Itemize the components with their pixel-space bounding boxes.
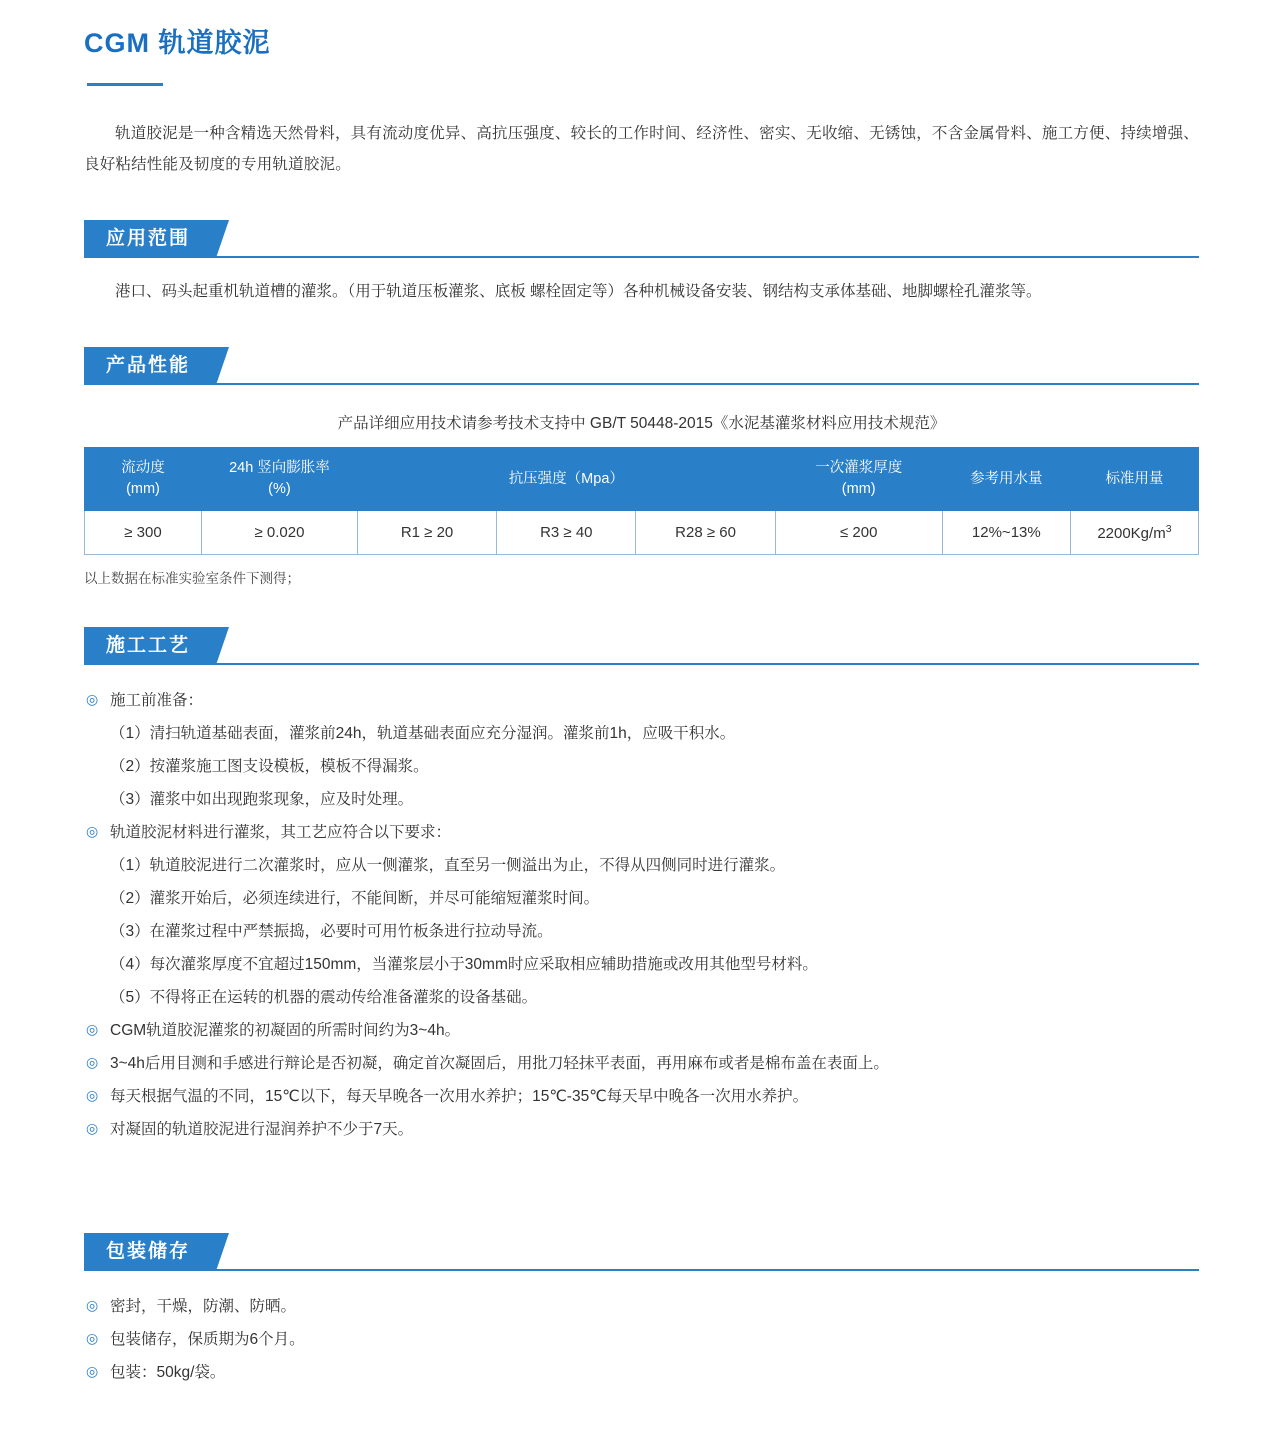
list-item-text: 施工前准备： [110, 692, 204, 710]
list-item-text: （5）不得将正在运转的机器的震动传给准备灌浆的设备基础。 [110, 989, 538, 1007]
list-item [84, 1081, 1199, 1112]
list-item-text: （1）轨道胶泥进行二次灌浆时，应从一侧灌浆，直至另一侧溢出为止，不得从四侧同时进行灌浆。 [110, 857, 786, 875]
list-item-text: （2）灌浆开始后，必须连续进行，不能间断，并尽可能缩短灌浆时间。 [110, 890, 600, 908]
list-item [84, 1357, 1199, 1388]
list-item-text: 轨道胶泥材料进行灌浆，其工艺应符合以下要求： [110, 824, 452, 842]
list-item-text: （1）清扫轨道基础表面，灌浆前24h，轨道基础表面应充分湿润。灌浆前1h，应吸干积水。 [110, 725, 736, 743]
intro-paragraph: 轨道胶泥是一种含精选天然骨料，具有流动度优异、高抗压强度、较长的工作时间、经济性、密实、无收缩、无锈蚀，不含金属骨料、施工方便、持续增强、良好粘结性能及韧度的专用轨道胶泥。 [84, 125, 1199, 174]
packaging-list [84, 1291, 1199, 1388]
list-item [84, 751, 1199, 782]
list-item [84, 1015, 1199, 1046]
performance-table [84, 447, 1199, 555]
list-item [84, 982, 1199, 1013]
td-strength-r3: R3 ≥ 40 [497, 511, 636, 555]
section-header-application [84, 220, 1199, 258]
th-strength: 抗压强度（Mpa） [357, 448, 775, 511]
th-thickness [775, 448, 942, 511]
list-item [84, 1048, 1199, 1079]
section-header-performance [84, 347, 1199, 385]
section-header-process [84, 627, 1199, 665]
td-flow: ≥ 300 [85, 511, 202, 555]
table-header-row [85, 448, 1199, 511]
list-item-text: （2）按灌浆施工图支设模板，模板不得漏浆。 [110, 758, 429, 776]
list-item [84, 1114, 1199, 1145]
th-flow-unit: (mm) [126, 481, 160, 498]
list-item-text: （4）每次灌浆厚度不宜超过150mm，当灌浆层小于30mm时应采取相应辅助措施或改用其他型号材料。 [110, 956, 818, 974]
application-text: 港口、码头起重机轨道槽的灌浆。（用于轨道压板灌浆、底板 螺栓固定等）各种机械设备安装、钢结构支承体基础、地脚螺栓孔灌浆等。 [115, 283, 1042, 301]
process-list [84, 685, 1199, 1145]
list-item-text: 对凝固的轨道胶泥进行湿润养护不少于7天。 [110, 1121, 414, 1139]
section-rule-performance [84, 383, 1199, 385]
list-item [84, 718, 1199, 749]
list-item-text: （3）灌浆中如出现跑浆现象，应及时处理。 [110, 791, 414, 809]
list-item-text: （3）在灌浆过程中严禁振捣，必要时可用竹板条进行拉动导流。 [110, 923, 553, 941]
th-flow [85, 448, 202, 511]
th-thickness-label: 一次灌浆厚度 [815, 460, 903, 477]
th-flow-label: 流动度 [121, 460, 165, 477]
list-item [84, 817, 1199, 848]
th-thickness-unit: (mm) [841, 481, 876, 498]
th-expansion [201, 448, 357, 511]
th-expansion-unit: (%) [268, 481, 291, 498]
section-rule-application [84, 256, 1199, 258]
list-item [84, 916, 1199, 947]
td-dosage [1070, 511, 1198, 555]
section-title-process: 施工工艺 [84, 627, 216, 665]
td-strength-r1: R1 ≥ 20 [357, 511, 496, 555]
list-item [84, 1291, 1199, 1322]
td-thickness: ≤ 200 [775, 511, 942, 555]
title-underline [87, 83, 163, 86]
td-strength-r28: R28 ≥ 60 [636, 511, 775, 555]
section-header-packaging [84, 1233, 1199, 1271]
th-expansion-label: 24h 竖向膨胀率 [229, 460, 330, 477]
performance-footnote: 以上数据在标准实验室条件下测得； [84, 571, 300, 587]
td-water: 12%~13% [942, 511, 1070, 555]
section-rule-process [84, 663, 1199, 665]
list-item [84, 883, 1199, 914]
td-expansion: ≥ 0.020 [201, 511, 357, 555]
th-water: 参考用水量 [942, 448, 1070, 511]
table-row [85, 511, 1199, 555]
list-item [84, 784, 1199, 815]
list-item-text: 密封，干燥，防潮、防晒。 [110, 1298, 297, 1316]
page-title: CGM 轨道胶泥 [84, 28, 271, 58]
th-dosage: 标准用量 [1070, 448, 1198, 511]
td-dosage-value: 2200Kg/m [1097, 525, 1166, 543]
list-item [84, 685, 1199, 716]
list-item [84, 1324, 1199, 1355]
list-item-text: 每天根据气温的不同，15℃以下，每天早晚各一次用水养护；15℃-35℃每天早中晚各一次用水养护。 [110, 1088, 809, 1106]
list-item-text: 包装储存，保质期为6个月。 [110, 1331, 305, 1349]
list-item-text: CGM轨道胶泥灌浆的初凝固的所需时间约为3~4h。 [110, 1022, 461, 1040]
list-item [84, 949, 1199, 980]
section-title-performance: 产品性能 [84, 347, 216, 385]
list-item-text: 包装：50kg/袋。 [110, 1364, 226, 1382]
section-title-application: 应用范围 [84, 220, 216, 258]
list-item [84, 850, 1199, 881]
list-item-text: 3~4h后用目测和手感进行辩论是否初凝，确定首次凝固后，用批刀轻抹平表面，再用麻布或者是棉布盖在表面上。 [110, 1055, 889, 1073]
section-title-packaging: 包装储存 [84, 1233, 216, 1271]
td-dosage-exponent: 3 [1165, 523, 1172, 536]
performance-standard-note: 产品详细应用技术请参考技术支持中 GB/T 50448-2015《水泥基灌浆材料应用技术规范》 [337, 415, 946, 433]
section-rule-packaging [84, 1269, 1199, 1271]
